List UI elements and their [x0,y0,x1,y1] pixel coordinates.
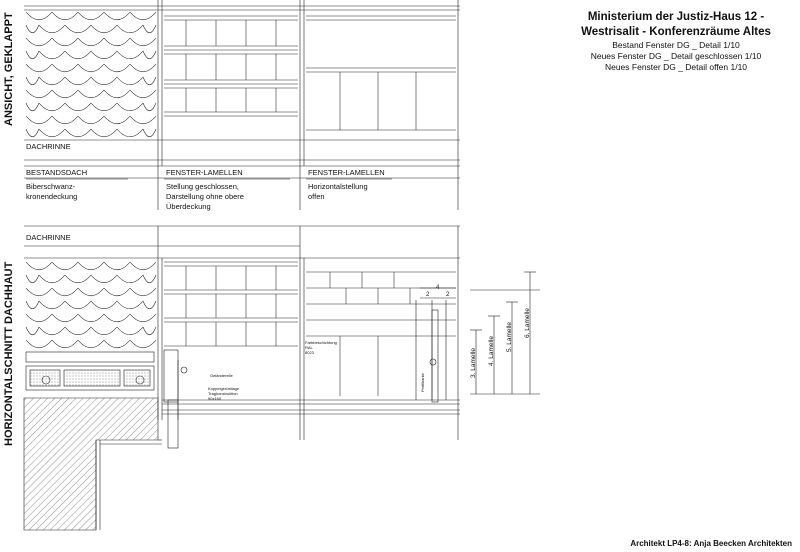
subtitle-1: Bestand Fenster DG _ Detail 1/10 [612,40,740,50]
dim-lamelle-3: 3. Lamelle [470,348,477,378]
note-kopp-1: Koppelgerüstlage [208,386,240,391]
col2-desc2: Darstellung ohne obere [166,192,244,201]
col2-heading: FENSTER-LAMELLEN [166,168,243,177]
elevation-gutter-label: DACHRINNE [26,142,71,151]
side-label-section: HORIZONTALSCHNITT DACHHAUT [3,261,15,446]
col2-desc3: Überdeckung [166,202,211,211]
lamellas-open-section [306,272,456,396]
dim-lamelle-5: 5. Lamelle [506,322,513,352]
col2-desc1: Stellung geschlossen, [166,182,239,191]
col3-desc2: offen [308,192,325,201]
col1-desc2: kronendeckung [26,192,78,201]
col3-heading: FENSTER-LAMELLEN [308,168,385,177]
section-gutter-label: DACHRINNE [26,233,71,242]
lamellas-closed-section [164,262,298,346]
title-block [566,10,786,73]
note-profilkante: Profilkante [420,373,425,392]
masonry-wall [24,398,162,530]
dim-lamelle-6: 6. Lamelle [524,308,531,338]
dim-lamelle-4: 4. Lamelle [488,336,495,366]
col1-heading: BESTANDSDACH [26,168,88,177]
subtitle-2: Neues Fenster DG _ Detail geschlossen 1/10 [590,51,762,61]
tile-pattern-top [26,12,156,137]
lamellas-open-elevation [306,16,456,130]
side-label-elevation: ANSICHT, GEKLAPPT [3,12,15,126]
col3-desc1: Horizontalstellung [308,182,368,191]
note-kopp-2: Tragkonstruktion [208,391,238,396]
note-farb-2: RAL [305,345,313,350]
note-farb-1: Farbbeschichtung [305,340,337,345]
lamellas-closed-elevation [164,16,298,116]
note-gelaender: Geländerelle [210,373,233,378]
tile-pattern-section [26,262,156,348]
dim-4: 4 [436,285,440,291]
col1-desc1: Biberschwanz- [26,182,76,191]
dim-2-left: 2 [426,292,430,298]
note-farb-3: 8023 [305,350,314,355]
note-kopp-3: 50x160 [208,396,222,401]
subtitle-3: Neues Fenster DG _ Detail offen 1/10 [604,62,748,72]
project-title-line1: Ministerium der Justiz-Haus 12 - [587,11,765,23]
architect-credit: Architekt LP4-8: Anja Beecken Architekten [630,539,792,548]
project-title-line2: Westrisalit - Konferenzräume Altes [581,26,771,38]
dim-2-right: 2 [446,292,450,298]
